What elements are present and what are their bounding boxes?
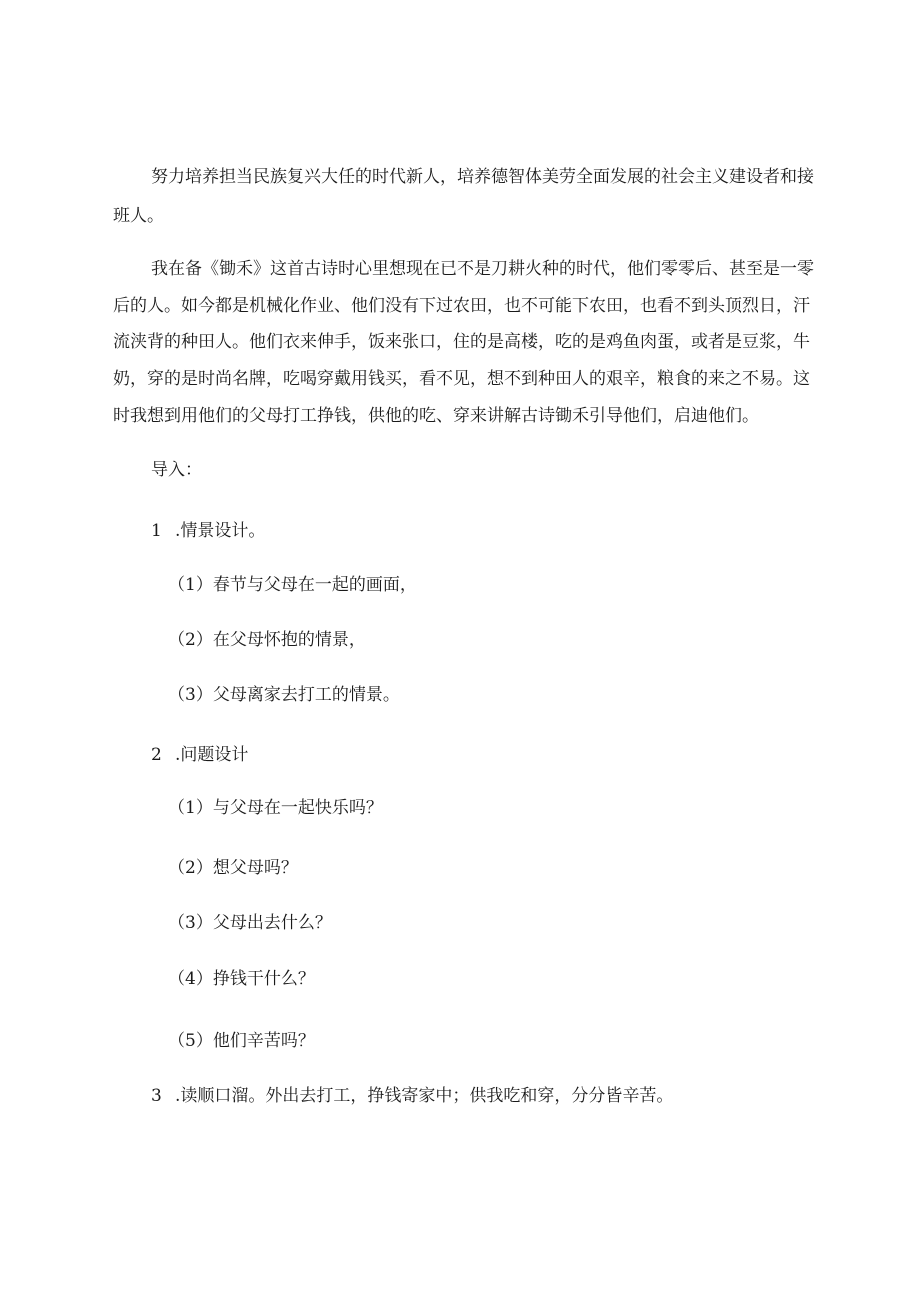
section3-line: [151, 1088, 673, 1105]
section1-item-2: （2）在父母怀抱的情景，: [168, 630, 366, 650]
section3-text: .读顺口溜。外出去打工，挣钱寄家中；供我吃和穿，分分皆辛苦。: [175, 1086, 674, 1106]
section1-number: 1: [151, 521, 162, 541]
section2-item-4: （4）挣钱干什么？: [168, 969, 315, 989]
section1-title: .情景设计。: [175, 521, 266, 541]
section2-title: .问题设计: [175, 745, 249, 765]
section1-item-1: （1）春节与父母在一起的画面，: [168, 575, 417, 595]
section2-item-1: （1）与父母在一起快乐吗？: [168, 798, 383, 818]
para2-line4: 奶，穿的是时尚名牌，吃喝穿戴用钱买，看不见，想不到种田人的艰辛，粮食的来之不易。这: [113, 369, 810, 389]
intro-label: 导入：: [151, 460, 202, 480]
section2-item-3: （3）父母出去什么？: [168, 913, 332, 933]
para2-line5: 时我想到用他们的父母打工挣钱，供他的吃、穿来讲解古诗锄禾引导他们，启迪他们。: [113, 406, 759, 426]
section2-number: 2: [151, 745, 162, 765]
para1-line2: 班人。: [113, 206, 164, 226]
section1-heading: [151, 523, 265, 540]
para1-line1: 努力培养担当民族复兴大任的时代新人，培养德智体美劳全面发展的社会主义建设者和接: [151, 167, 814, 187]
para2-line1: 我在备《锄禾》这首古诗时心里想现在已不是刀耕火种的时代，他们零零后、甚至是一零: [151, 259, 814, 279]
section2-item-2: （2）想父母吗？: [168, 858, 298, 878]
section3-number: 3: [151, 1086, 162, 1106]
section2-heading: [151, 747, 248, 764]
para2-line3: 流浃背的种田人。他们衣来伸手，饭来张口，住的是高楼，吃的是鸡鱼肉蛋，或者是豆浆，牛: [113, 332, 810, 352]
section2-item-5: （5）他们辛苦吗？: [168, 1031, 315, 1051]
para2-line2: 后的人。如今都是机械化作业、他们没有下过农田，也不可能下农田，也看不到头顶烈日，汗: [113, 296, 810, 316]
section1-item-3: （3）父母离家去打工的情景。: [168, 685, 400, 705]
